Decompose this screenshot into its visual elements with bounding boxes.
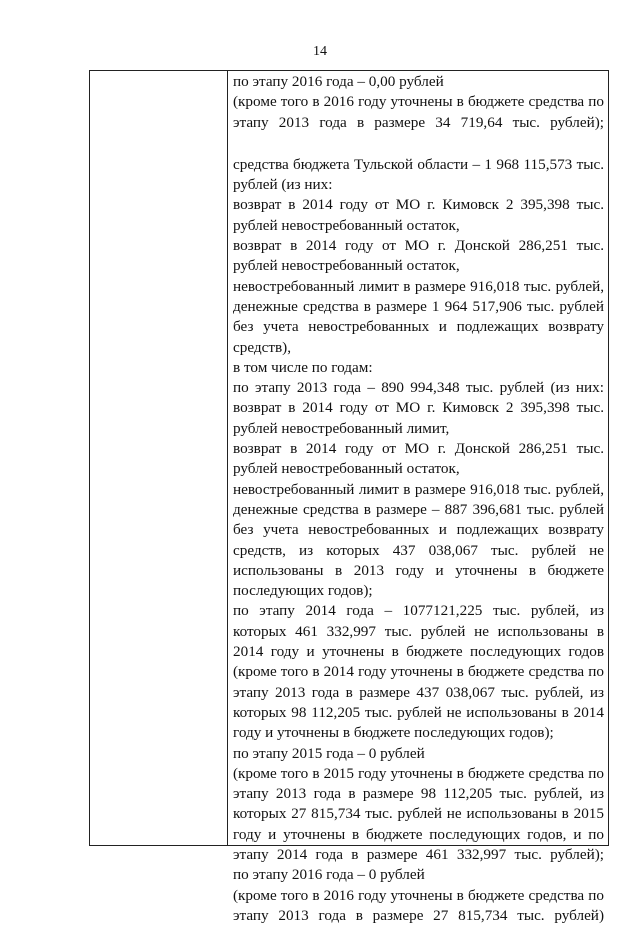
text-line: которых 27 815,734 тыс. рублей не использованы в 2015 — [233, 805, 604, 823]
text-line: рублей невостребованный остаток, — [233, 216, 460, 234]
text-line: по этапу 2014 года – 1077121,225 тыс. рублей, из — [233, 602, 604, 620]
text-line: рублей (из них: — [233, 176, 333, 194]
blank-line — [233, 133, 604, 155]
text-line: возврат в 2014 году от МО г. Кимовск 2 395,398 тыс. — [233, 196, 604, 214]
table-cell-content — [233, 72, 604, 926]
text-line: по этапу 2013 года – 890 994,348 тыс. рублей (из них: — [233, 379, 604, 397]
text-line: этапу 2014 года в размере 461 332,997 тыс. рублей); — [233, 845, 604, 863]
text-line: которых 98 112,205 тыс. рублей не использованы в 2014 — [233, 703, 604, 721]
text-line: по этапу 2016 года – 0,00 рублей — [233, 73, 444, 90]
text-line: году и уточнены в бюджете последующих годов); — [233, 724, 554, 742]
text-line: невостребованный лимит в размере 916,018 тыс. рублей, — [233, 277, 604, 295]
text-line: (кроме того в 2016 году уточнены в бюджете средства по — [233, 886, 604, 904]
text-line: возврат в 2014 году от МО г. Донской 286,251 тыс. — [233, 440, 604, 458]
text-line: этапу 2013 года в размере 34 719,64 тыс. рублей); — [233, 113, 604, 131]
text-line: по этапу 2015 года – 0 рублей — [233, 744, 425, 762]
page-number: 14 — [313, 44, 327, 59]
text-line: (кроме того в 2014 году уточнены в бюджете средства по — [233, 663, 604, 681]
text-line: без учета невостребованных и подлежащих возврату — [233, 318, 604, 336]
text-line: рублей невостребованный остаток, — [233, 257, 460, 275]
text-line: (кроме того в 2016 году уточнены в бюджете средства по — [233, 93, 604, 111]
text-line: без учета невостребованных и подлежащих возврату — [233, 521, 604, 539]
document-table — [89, 70, 609, 924]
text-line: средств, из которых 437 038,067 тыс. рублей не — [233, 541, 604, 559]
text-line: средства бюджета Тульской области – 1 968 115,573 тыс. — [233, 155, 604, 173]
text-line: по этапу 2016 года – 0 рублей — [233, 866, 425, 884]
text-line: невостребованный лимит в размере 916,018 тыс. рублей, — [233, 480, 604, 498]
text-line: денежные средства в размере 1 964 517,906 тыс. рублей — [233, 297, 604, 315]
text-line: этапу 2013 года в размере 98 112,205 тыс. рублей, из — [233, 785, 604, 803]
text-line: денежные средства в размере – 887 396,681 тыс. рублей — [233, 500, 604, 518]
text-line: последующих годов); — [233, 582, 373, 600]
text-line: этапу 2013 года в размере 27 815,734 тыс. рублей) — [233, 906, 604, 924]
text-line: которых 461 332,997 тыс. рублей не использованы в — [233, 622, 604, 640]
text-line: средств), — [233, 338, 292, 356]
text-line: году и уточнены в бюджете последующих годов, и по — [233, 825, 604, 843]
text-line: этапу 2013 года в размере 437 038,067 тыс. рублей, из — [233, 683, 604, 701]
text-line: в том числе по годам: — [233, 358, 373, 376]
column-divider — [227, 71, 228, 845]
text-line: использованы в 2013 году и уточнены в бюджете — [233, 561, 604, 579]
text-line: возврат в 2014 году от МО г. Кимовск 2 395,398 тыс. — [233, 399, 604, 417]
text-line: возврат в 2014 году от МО г. Донской 286,251 тыс. — [233, 237, 604, 255]
text-line: (кроме того в 2015 году уточнены в бюджете средства по — [233, 764, 604, 782]
text-line: 2014 году и уточнены в бюджете последующих годов — [233, 643, 604, 661]
text-line: рублей невостребованный остаток, — [233, 460, 460, 478]
text-line: рублей невостребованный лимит, — [233, 419, 450, 437]
